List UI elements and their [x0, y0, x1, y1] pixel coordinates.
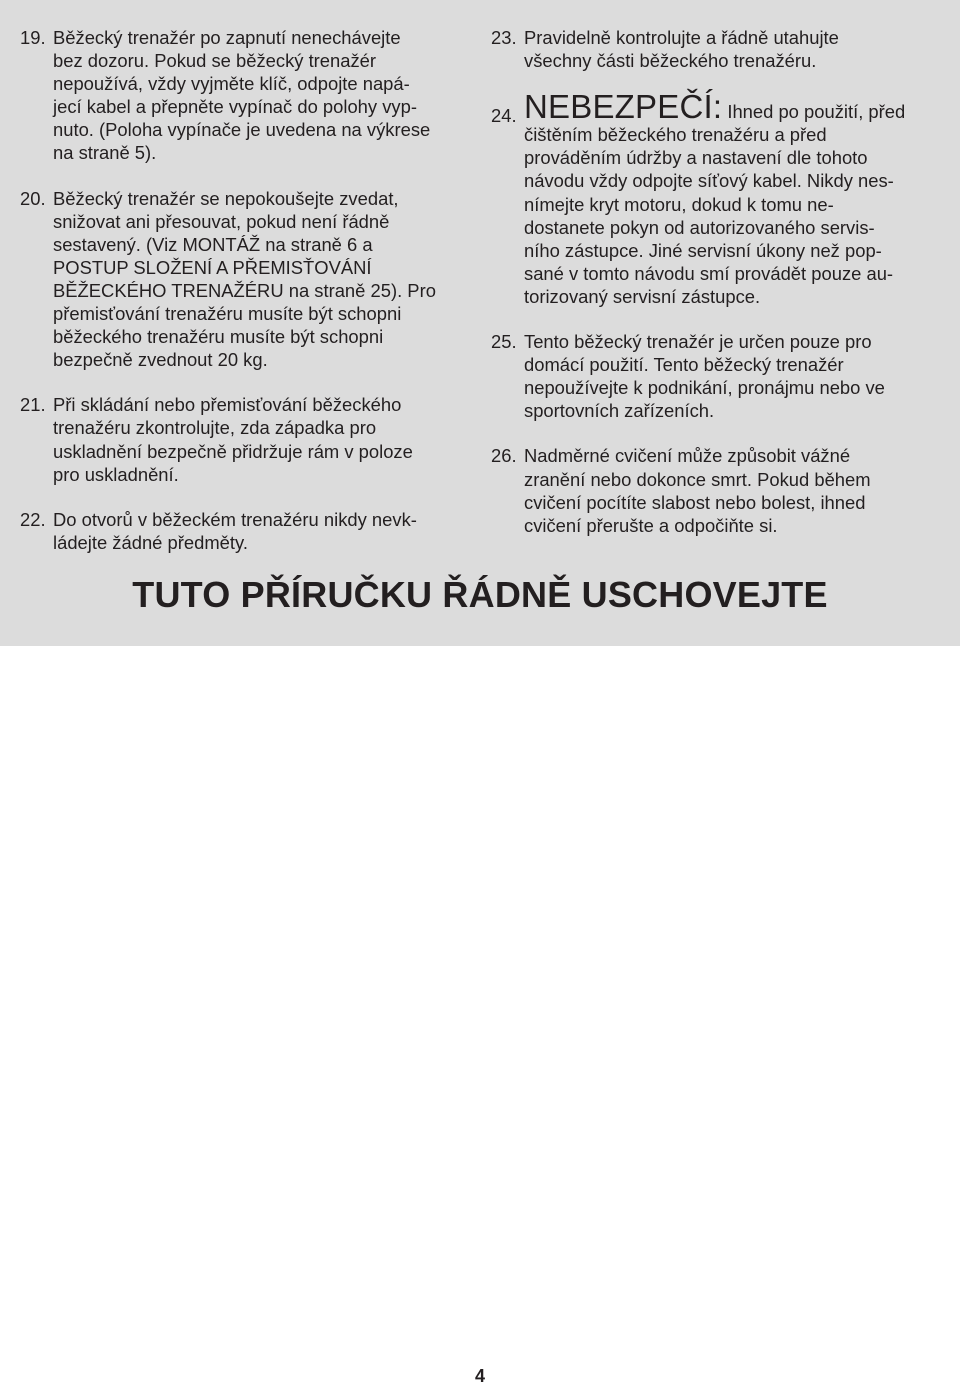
item-text: Pravidelně kontrolujte a řádně utahujte všechny části běžeckého trenažéru.: [524, 27, 839, 72]
item-number: 19.: [20, 27, 46, 48]
right-column: [491, 26, 949, 559]
item-number: 25.: [491, 331, 517, 353]
item-text: Běžecký trenažér se nepokoušejte zvedat, snižovat ani přesouvat, pokud není řádně sestavený. (Viz MONTÁŽ na straně 6 a POSTUP SLOŽENÍ A PŘEMISŤOVÁNÍ BĚŽECKÉHO TRENAŽÉRU na straně 25). Pro přemisťování trenažéru musíte být schopni běžeckého trenažéru musíte být schopni bezpečně zvednout 20 kg.: [53, 187, 436, 371]
item-text: Nadměrné cvičení může způsobit vážné zranění nebo dokonce smrt. Pokud během cvičení pocítíte slabost nebo bolest, ihned cvičení přerušte a odpočiňte si.: [524, 445, 871, 536]
list-item-20: [20, 187, 472, 372]
item-text: čištěním běžeckého trenažéru a před prováděním údržby a nastavení dle tohoto návodu vždy odpojte síťový kabel. Nikdy nes- nímejte kryt motoru, dokud k tomu ne- dostanete pokyn od autorizovaného servis- ního zástupce. Jiné servisní úkony než pop- sané v tomto návodu smí provádět pouze au- torizovaný servisní zástupce.: [524, 124, 894, 307]
list-item-24: [491, 88, 949, 308]
item-number: 21.: [20, 394, 46, 416]
list-item-26: [491, 444, 949, 536]
list-item-23: [491, 26, 949, 72]
item-text: Do otvorů v běžeckém trenažéru nikdy nevk- ládejte žádné předměty.: [53, 508, 417, 553]
item-number: 26.: [491, 445, 517, 467]
list-item-22: [20, 508, 472, 554]
danger-warning-label: NEBEZPEČÍ:: [524, 88, 723, 126]
page-number: 4: [474, 1366, 485, 1386]
item-text: Při skládání nebo přemisťování běžeckého trenažéru zkontrolujte, zda západka pro uskladnění bezpečně přidržuje rám v poloze pro uskladnění.: [53, 394, 413, 485]
item-number: 23.: [491, 27, 517, 48]
item-number: 22.: [20, 508, 46, 530]
item-text: Tento běžecký trenažér je určen pouze pro domácí použití. Tento běžecký trenažér nepoužívejte k podnikání, pronájmu nebo ve sportovních zařízeních.: [524, 331, 885, 422]
item-text: Běžecký trenažér po zapnutí nenechávejte bez dozoru. Pokud se běžecký trenažér nepoužívá, vždy vyjměte klíč, odpojte napá- jecí kabel a přepněte vypínač do polohy vyp- nuto. (Poloha vypínače je uvedena na výkrese na straně 5).: [53, 27, 431, 164]
item-text-block: [524, 88, 949, 308]
item-number: 24.: [491, 105, 517, 127]
left-column: [20, 26, 472, 576]
list-item-19: [20, 26, 472, 165]
list-item-21: [20, 393, 472, 485]
keep-manual-heading: TUTO PŘÍRUČKU ŘÁDNĚ USCHOVEJTE: [132, 574, 828, 615]
item-number: 20.: [20, 187, 46, 209]
safety-instructions-panel: [0, 0, 960, 646]
warning-first-line: Ihned po použití, před: [722, 101, 906, 123]
list-item-25: [491, 330, 949, 422]
